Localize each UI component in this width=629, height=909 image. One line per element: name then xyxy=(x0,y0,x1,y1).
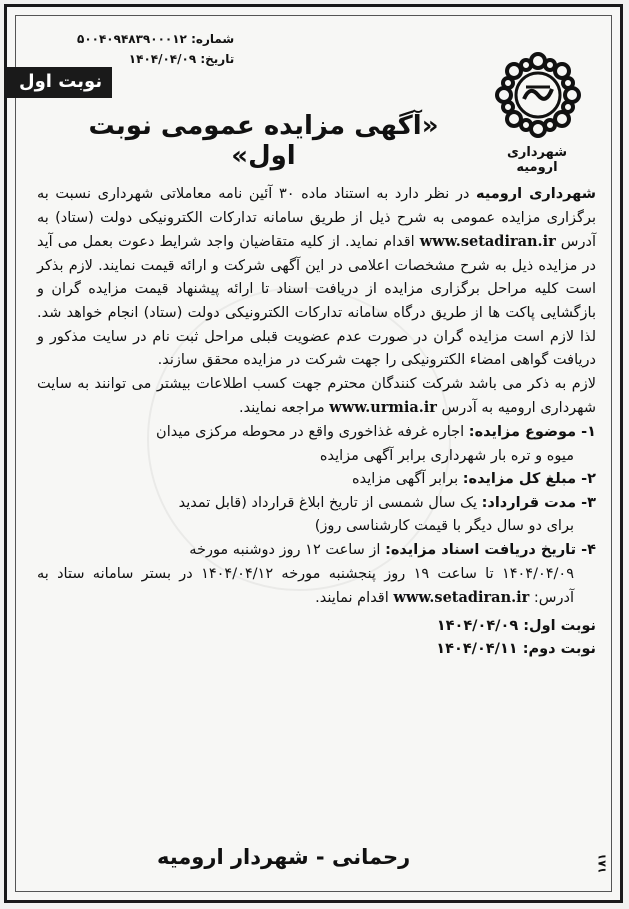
item-label: تاریخ دریافت اسناد مزایده: xyxy=(385,541,577,558)
item-label: مبلغ کل مزایده: xyxy=(462,471,577,488)
info-paragraph xyxy=(37,373,596,421)
item-label: مدت قرارداد: xyxy=(481,494,577,511)
intro-text-a: در نظر دارد به استناد ماده ۳۰ آئین نامه معاملاتی شهرداری نسبت به برگزاری مزایده عمومی به شرح ذیل از طریق سامانه تدارکات الکترونیکی دولت (ستاد) به آدرس xyxy=(37,186,596,251)
ad-body xyxy=(37,183,596,662)
item-text: از ساعت ۱۲ روز دوشنبه مورخه xyxy=(189,541,386,558)
item-continuation-end: اقدام نمایند. xyxy=(315,590,394,607)
ad-number-label: شماره: xyxy=(191,32,235,46)
ad-meta xyxy=(77,29,234,69)
item-number: ۴- xyxy=(576,541,596,558)
signature: رحمانی - شهردار ارومیه xyxy=(157,845,411,869)
setadiran-link-2[interactable]: www.setadiran.ir xyxy=(393,589,530,607)
newspaper-ad xyxy=(4,4,623,903)
lead-name: شهرداری ارومیه xyxy=(476,186,597,202)
side-mark: ۱۸۱ xyxy=(595,853,609,874)
ad-number-value: ۵۰۰۴۰۹۴۸۳۹۰۰۰۱۲ xyxy=(77,32,187,46)
item-duration xyxy=(37,492,596,539)
second-date: ۱۴۰۴/۰۴/۱۱ xyxy=(436,641,518,658)
info-text-a: لازم به ذکر می باشد شرکت کنندگان محترم جهت کسب اطلاعات بیشتر می توانند به سایت شهرداری ارومیه به آدرس xyxy=(37,375,596,417)
item-subject xyxy=(37,421,596,468)
ad-date-label: تاریخ: xyxy=(200,52,235,66)
item-amount xyxy=(37,468,596,492)
logo-caption: شهرداری ارومیه xyxy=(507,145,567,175)
item-continuation-text: ۱۴۰۴/۰۴/۰۹ تا ساعت ۱۹ روز پنجشنبه مورخه ۱۴۰۴/۰۴/۱۲ در بستر سامانه ستاد به آدرس: xyxy=(37,565,575,607)
first-label: نوبت اول: xyxy=(523,617,596,634)
item-text: برابر آگهی مزایده xyxy=(352,471,463,488)
item-continuation: برای دو سال دیگر با قیمت کارشناسی روز) xyxy=(314,518,574,535)
ad-date-value: ۱۴۰۴/۰۴/۰۹ xyxy=(128,52,197,66)
publication-dates xyxy=(37,615,596,662)
ad-date-row xyxy=(77,49,234,69)
second-label: نوبت دوم: xyxy=(522,641,596,658)
first-date: ۱۴۰۴/۰۴/۰۹ xyxy=(436,617,519,634)
second-publication xyxy=(37,638,596,662)
info-text-b: مراجعه نمایند. xyxy=(239,400,330,417)
first-publication xyxy=(37,615,596,639)
item-number: ۲- xyxy=(576,471,596,488)
item-text: یک سال شمسی از تاریخ ابلاغ قرارداد (قابل تمدید xyxy=(178,494,482,511)
item-text: اجاره غرفه غذاخوری واقع در محوطه مرکزی میدان xyxy=(156,423,469,440)
item-continuation xyxy=(37,563,596,611)
item-continuation: میوه و تره بار شهرداری برابر آگهی مزایده xyxy=(319,447,574,464)
intro-text-b: اقدام نماید. از کلیه متقاضیان واجد شرایط دعوت بعمل می آید در مزایده ذیل به شرح مشخصات اعلامی در این آگهی شرکت و ارائه قیمت نمایند. لازم بذکر است کلیه مراحل برگزاری مزایده از دریافت اسناد تا ارائه پیشنهاد قیمت مزایده گران و بازگشایی پاکت ها از طریق درگاه سامانه تدارکات الکترونیکی دولت (ستاد) انجام خواهد شد. لذا لازم است مزایده گران در صورت عدم عضویت قبلی مراحل ثبت نام در سایت مذکور و دریافت گواهی امضاء الکترونیکی را جهت شرکت در مزایده محقق سازند. xyxy=(37,234,596,369)
item-label: موضوع مزایده: xyxy=(468,423,577,440)
item-number: ۳- xyxy=(576,494,596,511)
item-number: ۱- xyxy=(576,423,596,440)
nobat-badge: نوبت اول xyxy=(7,67,112,98)
item-documents-date xyxy=(37,539,596,611)
ad-title: «آگهی مزایده عمومی نوبت اول» xyxy=(88,111,439,171)
urmia-link[interactable]: www.urmia.ir xyxy=(329,399,437,417)
municipality-logo-icon xyxy=(494,51,582,139)
ad-number-row xyxy=(77,29,234,49)
setadiran-link[interactable]: www.setadiran.ir xyxy=(419,233,556,251)
intro-paragraph xyxy=(37,183,596,373)
